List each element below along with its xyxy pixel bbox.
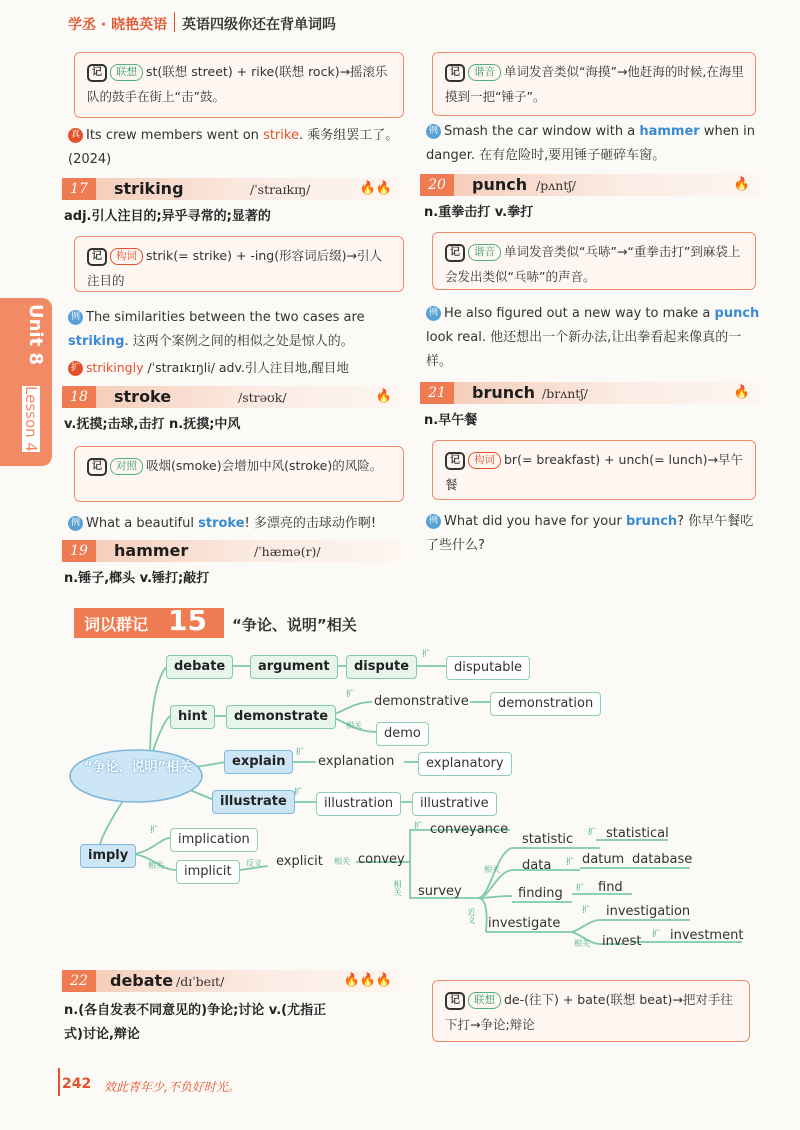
note-text: 单词发音类似“海摸”→他赶海的时候,在海里摸到一把“锤子”。 xyxy=(445,64,744,104)
headword: striking xyxy=(114,179,184,198)
node-database: database xyxy=(632,852,693,867)
node-demonstration: demonstration xyxy=(490,692,601,716)
section-label: 词以群记 xyxy=(84,615,149,634)
note-tag: 构词 xyxy=(468,452,501,469)
phonetic: /brʌntʃ/ xyxy=(542,386,588,401)
derived-word: strikingly xyxy=(86,360,144,375)
note-text: br(= breakfast) + unch(= lunch)→早午餐 xyxy=(445,452,743,492)
phonetic: /ˈstraɪkɪŋ/ xyxy=(250,182,311,197)
exam-mark-icon: 真 xyxy=(68,128,83,143)
note-tag: 对照 xyxy=(110,458,143,475)
rel-ext: 扩 xyxy=(294,787,302,796)
note-text: 吸烟(smoke)会增加中风(stroke)的风险。 xyxy=(146,458,383,473)
rel-ext: 扩 xyxy=(576,883,584,892)
node-imply: imply xyxy=(80,844,136,868)
rel-related: 相关 xyxy=(334,857,350,866)
striking-extension: 扩 strikingly /ˈstraɪkɪŋli/ adv.引人注目地,醒目地 xyxy=(68,356,408,380)
rel-related: 相关 xyxy=(574,939,590,948)
hammer-example: 例 Smash the car window with a hammer when in danger. 在有危险时,要用锤子砸碎车窗。 xyxy=(426,124,755,163)
node-implicit: implicit xyxy=(176,860,240,884)
note-text: 单词发音类似“乓哧”→“重拳击打”到麻袋上会发出类似“乓哧”的声音。 xyxy=(445,244,741,284)
node-illustrate: illustrate xyxy=(212,790,295,814)
frequency-fire-icon: 🔥 xyxy=(733,385,750,400)
node-argument: argument xyxy=(250,655,338,679)
memo-icon: 记 xyxy=(445,64,465,82)
memo-icon: 记 xyxy=(445,244,465,262)
rel-ext: 扩 xyxy=(582,905,590,914)
highlighted-word: strike xyxy=(263,128,299,143)
rel-ext: 扩 xyxy=(414,821,422,830)
rel-related: 相关 xyxy=(393,880,402,896)
rel-ext: 扩 xyxy=(652,929,660,938)
node-invest: invest xyxy=(602,934,642,949)
center-node: “争论、说明”相关 xyxy=(84,760,193,775)
rel-related: 相关 xyxy=(346,721,362,730)
node-datum: datum xyxy=(582,852,625,867)
example-mark-icon: 例 xyxy=(68,310,83,325)
headword: stroke xyxy=(114,387,172,406)
node-finding: finding xyxy=(518,886,563,901)
strike-exam-sentence: 真 Its crew members went on strike. 乘务组罢工了。(2024) xyxy=(68,128,399,167)
brunch-example: 例 What did you have for your brunch? 你早午餐吃了些什么? xyxy=(426,514,754,553)
node-conveyance: conveyance xyxy=(430,822,509,837)
phonetic: /dɪˈbeɪt/ xyxy=(176,974,225,989)
note-tag: 构词 xyxy=(110,248,143,265)
word-number: 19 xyxy=(62,540,96,562)
note-tag: 谐音 xyxy=(468,244,501,261)
frequency-fire-icon: 🔥🔥 xyxy=(359,181,392,196)
note-text: de-(往下) + bate(联想 beat)→把对手往下打→争论;辩论 xyxy=(445,992,733,1032)
node-dispute: dispute xyxy=(346,655,417,679)
note-text: strik(= strike) + -ing(形容词后缀)→引人注目的 xyxy=(87,248,382,288)
frequency-fire-icon: 🔥🔥🔥 xyxy=(343,973,392,988)
note-tag: 谐音 xyxy=(468,64,501,81)
definition: adj.引人注目的;异乎寻常的;显著的 xyxy=(64,209,271,224)
rel-ext: 扩 xyxy=(566,857,574,866)
node-find: find xyxy=(598,880,623,895)
rel-antonym: 反义 xyxy=(246,859,262,868)
highlighted-word: stroke xyxy=(198,516,245,531)
node-demonstrative: demonstrative xyxy=(374,694,469,709)
headword: brunch xyxy=(472,383,535,402)
memo-icon: 记 xyxy=(87,64,107,82)
node-statistical: statistical xyxy=(606,826,669,841)
memo-icon: 记 xyxy=(87,248,107,266)
center-node-shape xyxy=(70,750,202,802)
rel-ext: 扩 xyxy=(150,825,158,834)
page-number: 242 xyxy=(62,1076,92,1092)
highlighted-word: punch xyxy=(714,306,760,321)
example-mark-icon: 例 xyxy=(426,306,441,321)
headword: debate xyxy=(110,971,174,990)
node-illustration: illustration xyxy=(316,792,401,816)
node-debate: debate xyxy=(166,655,233,679)
definition-line-2: 式)讨论,辩论 xyxy=(64,1027,140,1042)
stroke-example: 例 What a beautiful stroke! 多漂亮的击球动作啊! xyxy=(68,512,404,536)
highlighted-word: hammer xyxy=(639,124,700,139)
phonetic: /strəʊk/ xyxy=(238,390,287,405)
note-tag: 联想 xyxy=(110,64,143,81)
extension-mark-icon: 扩 xyxy=(68,361,83,376)
section-title: “争论、说明”相关 xyxy=(232,616,357,634)
node-explanatory: explanatory xyxy=(418,752,512,776)
node-data: data xyxy=(522,858,552,873)
definition-line-1: n.(各自发表不同意见的)争论;讨论 v.(尤指正 xyxy=(64,1003,327,1018)
node-demonstrate: demonstrate xyxy=(226,705,336,729)
example-mark-icon: 例 xyxy=(426,124,441,139)
rel-ext: 扩 xyxy=(296,747,304,756)
rel-ext: 扩 xyxy=(422,649,430,658)
frequency-fire-icon: 🔥 xyxy=(375,389,392,404)
definition: n.重拳击打 v.拳打 xyxy=(424,205,534,220)
striking-example: 例 The similarities between the two cases are striking. 这两个案例之间的相似之处是惊人的。 xyxy=(68,310,365,349)
memo-icon: 记 xyxy=(87,458,107,476)
example-mark-icon: 例 xyxy=(68,516,83,531)
node-statistic: statistic xyxy=(522,832,574,847)
node-explanation: explanation xyxy=(318,754,395,769)
highlighted-word: brunch xyxy=(625,514,678,529)
definition: n.早午餐 xyxy=(424,413,478,428)
node-investment: investment xyxy=(670,928,744,943)
word-number: 20 xyxy=(420,174,454,196)
word-number: 22 xyxy=(62,970,96,992)
phonetic: /pʌntʃ/ xyxy=(536,178,576,193)
punch-example: 例 He also figured out a new way to make a punch look real. 他还想出一个新办法,让出拳看起来像真的一样。 xyxy=(426,306,760,369)
rel-synonym: 近义 xyxy=(467,908,476,924)
word-number: 17 xyxy=(62,178,96,200)
rel-related: 相关 xyxy=(484,865,500,874)
node-investigate: investigate xyxy=(488,916,561,931)
lesson-label: Lesson 4 xyxy=(22,386,40,452)
rel-related: 相关 xyxy=(148,861,164,870)
node-illustrative: illustrative xyxy=(412,792,497,816)
word-header-debate xyxy=(62,970,402,992)
definition: n.锤子,榔头 v.锤打;敲打 xyxy=(64,571,210,586)
word-number: 21 xyxy=(420,382,454,404)
node-explain: explain xyxy=(224,750,293,774)
definition: v.抚摸;击球,击打 n.抚摸;中风 xyxy=(64,417,241,432)
node-disputable: disputable xyxy=(446,656,530,680)
example-mark-icon: 例 xyxy=(426,514,441,529)
node-convey: convey xyxy=(358,852,405,867)
debate-memo-note xyxy=(432,980,750,1042)
node-hint: hint xyxy=(170,705,215,729)
note-tag: 联想 xyxy=(468,992,501,1009)
node-survey: survey xyxy=(418,884,462,899)
rel-ext: 扩 xyxy=(588,827,596,836)
memo-icon: 记 xyxy=(445,992,465,1010)
headword: hammer xyxy=(114,541,189,560)
node-explicit: explicit xyxy=(276,854,323,869)
word-number: 18 xyxy=(62,386,96,408)
brand-name: 学丞 · 晓艳英语 xyxy=(68,17,168,33)
phonetic: /ˈhæmə(r)/ xyxy=(254,544,321,559)
node-demo: demo xyxy=(376,722,429,746)
footer-slogan: 效此青年少,不负好时光。 xyxy=(104,1080,240,1094)
frequency-fire-icon: 🔥 xyxy=(733,177,750,192)
note-text: st(联想 street) + rike(联想 rock)→摇滚乐队的鼓手在街上“击”鼓。 xyxy=(87,64,388,104)
rel-ext: 扩 xyxy=(346,689,354,698)
node-implication: implication xyxy=(170,828,258,852)
memo-icon: 记 xyxy=(445,452,465,470)
unit-label: Unit 8 xyxy=(25,304,46,365)
highlighted-word: striking xyxy=(68,334,125,349)
book-title: 英语四级你还在背单词吗 xyxy=(182,17,336,33)
footer-divider xyxy=(58,1068,60,1096)
headword: punch xyxy=(472,175,528,194)
section-number: 15 xyxy=(168,604,207,637)
node-investigation: investigation xyxy=(606,904,691,919)
